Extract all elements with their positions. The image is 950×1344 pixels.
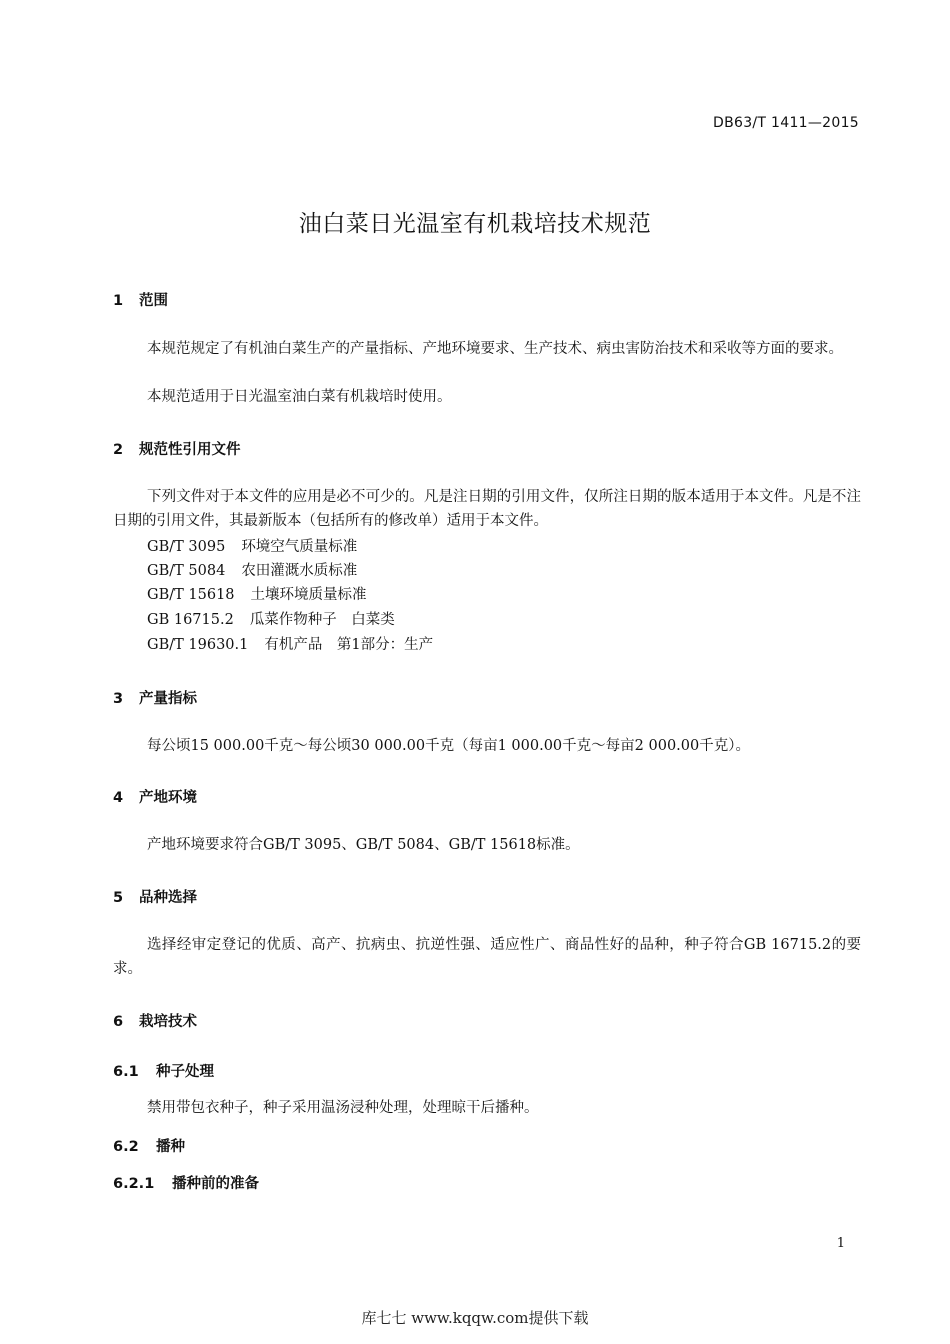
section-title: 产地环境 bbox=[139, 790, 197, 806]
section-title: 范围 bbox=[139, 293, 168, 309]
section-1-heading bbox=[113, 289, 168, 310]
section-1-paragraph-1: 本规范规定了有机油白菜生产的产量指标、产地环境要求、生产技术、病虫害防治技术和采收等方面的要求。 bbox=[147, 341, 843, 357]
section-title: 播种 bbox=[156, 1139, 185, 1155]
section-5-paragraph-1: 选择经审定登记的优质、高产、抗病虫、抗逆性强、适应性广、商品性好的品种，种子符合GB 16715.2的要求。 bbox=[113, 937, 861, 977]
section-5-heading bbox=[113, 886, 197, 907]
section-3-heading bbox=[113, 687, 197, 708]
section-1-paragraph-2: 本规范适用于日光温室油白菜有机栽培时使用。 bbox=[147, 389, 452, 405]
standard-code: DB63/T 1411—2015 bbox=[713, 115, 859, 131]
reference-name: 瓜菜作物种子 白菜类 bbox=[249, 612, 395, 628]
section-4-heading bbox=[113, 786, 197, 807]
section-number: 3 bbox=[113, 691, 124, 707]
page-number: 1 bbox=[836, 1236, 845, 1251]
reference-name: 有机产品 第1部分：生产 bbox=[264, 637, 434, 653]
section-6-heading bbox=[113, 1010, 197, 1031]
section-6-1-heading bbox=[113, 1060, 214, 1081]
section-number: 4 bbox=[113, 790, 124, 806]
section-title: 播种前的准备 bbox=[172, 1176, 259, 1192]
section-number: 1 bbox=[113, 293, 124, 309]
reference-code: GB/T 5084 bbox=[147, 563, 226, 579]
section-4-paragraph-1: 产地环境要求符合GB/T 3095、GB/T 5084、GB/T 15618标准。 bbox=[147, 837, 580, 853]
section-title: 品种选择 bbox=[139, 890, 197, 906]
section-6-1-paragraph-1: 禁用带包衣种子，种子采用温汤浸种处理，处理晾干后播种。 bbox=[147, 1100, 539, 1116]
section-3-paragraph-1: 每公顷15 000.00千克～每公顷30 000.00千克（每亩1 000.00千克～每亩2 000.00千克）。 bbox=[147, 738, 750, 754]
reference-code: GB/T 15618 bbox=[147, 587, 235, 603]
reference-code: GB/T 3095 bbox=[147, 539, 226, 555]
section-2-paragraph-1: 下列文件对于本文件的应用是必不可少的。凡是注日期的引用文件，仅所注日期的版本适用于本文件。凡是不注日期的引用文件，其最新版本（包括所有的修改单）适用于本文件。 bbox=[113, 489, 861, 529]
section-number: 6.2 bbox=[113, 1139, 139, 1155]
reference-name: 土壤环境质量标准 bbox=[250, 587, 367, 603]
reference-code: GB 16715.2 bbox=[147, 612, 234, 628]
section-title: 栽培技术 bbox=[139, 1014, 197, 1030]
reference-name: 农田灌溉水质标准 bbox=[241, 563, 358, 579]
reference-item bbox=[147, 608, 395, 632]
reference-item bbox=[147, 535, 357, 559]
section-title: 种子处理 bbox=[156, 1064, 214, 1080]
section-6-2-heading bbox=[113, 1135, 185, 1156]
section-number: 6 bbox=[113, 1014, 124, 1030]
section-2-heading bbox=[113, 438, 241, 459]
section-number: 6.2.1 bbox=[113, 1176, 155, 1192]
section-number: 2 bbox=[113, 442, 124, 458]
section-number: 5 bbox=[113, 890, 124, 906]
section-title: 产量指标 bbox=[139, 691, 197, 707]
reference-item bbox=[147, 583, 367, 607]
section-number: 6.1 bbox=[113, 1064, 139, 1080]
reference-item bbox=[147, 633, 433, 657]
reference-code: GB/T 19630.1 bbox=[147, 637, 249, 653]
reference-item bbox=[147, 559, 357, 583]
reference-name: 环境空气质量标准 bbox=[241, 539, 358, 555]
document-title: 油白菜日光温室有机栽培技术规范 bbox=[298, 211, 652, 237]
section-6-2-1-heading bbox=[113, 1172, 259, 1193]
section-title: 规范性引用文件 bbox=[139, 442, 241, 458]
download-footer: 库七七 www.kqqw.com提供下载 bbox=[361, 1309, 589, 1327]
